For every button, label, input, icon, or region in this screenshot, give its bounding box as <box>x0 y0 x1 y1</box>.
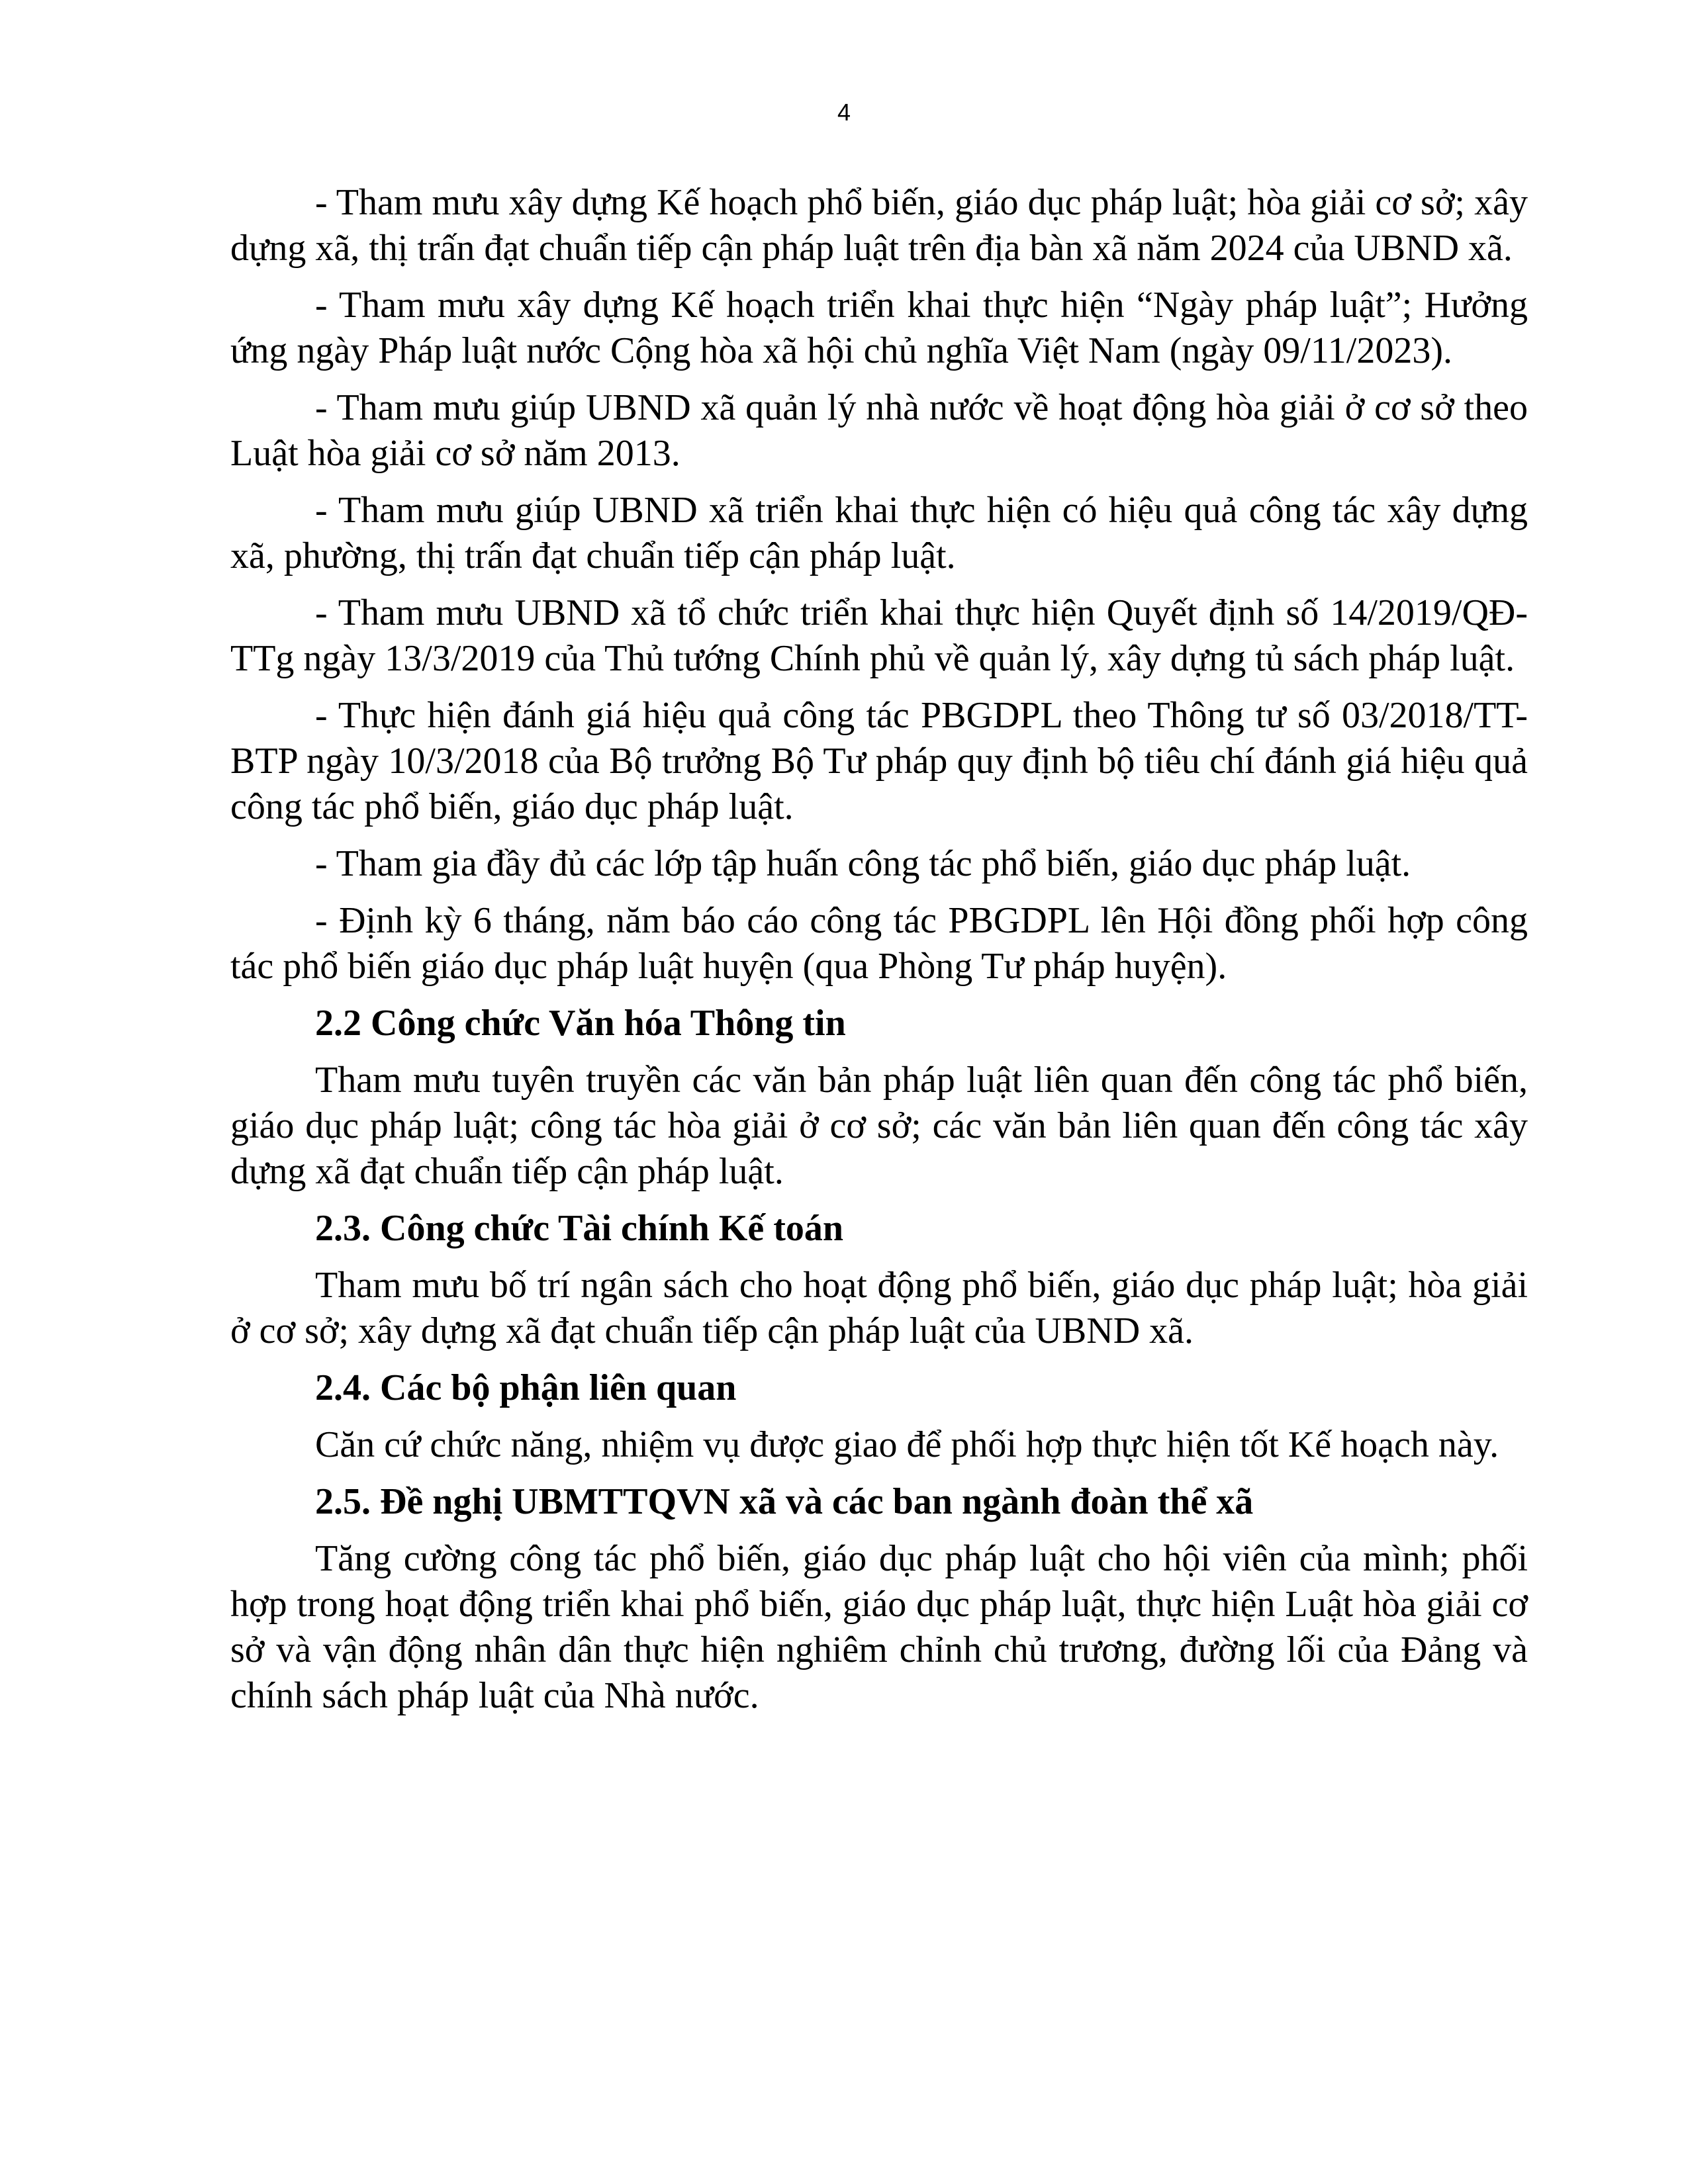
paragraph-related-departments: Căn cứ chức năng, nhiệm vụ được giao để phối hợp thực hiện tốt Kế hoạch này. <box>315 1424 1499 1465</box>
paragraph-front-committee: Tăng cường công tác phổ biến, giáo dục pháp luật cho hội viên của mình; phối hợp trong hoạt động triển khai phổ biến, giáo dục pháp luật, thực hiện Luật hòa giải cơ sở và vận động nhân dân thực hiện nghiêm chỉnh chủ trương, đường lối của Đảng và chính sách pháp luật của Nhà nước. <box>230 1538 1528 1716</box>
document-body <box>230 180 1528 1730</box>
paragraph-law-day-plan: - Tham mưu xây dựng Kế hoạch triển khai thực hiện “Ngày pháp luật”; Hưởng ứng ngày Pháp luật nước Cộng hòa xã hội chủ nghĩa Việt Nam (ngày 09/11/2023). <box>230 285 1528 371</box>
heading-culture-information: 2.2 Công chức Văn hóa Thông tin <box>315 1003 846 1044</box>
heading-front-committee: 2.5. Đề nghị UBMTTQVN xã và các ban ngành đoàn thể xã <box>315 1481 1254 1522</box>
heading-related-departments: 2.4. Các bộ phận liên quan <box>315 1367 737 1408</box>
paragraph-periodic-report: - Định kỳ 6 tháng, năm báo cáo công tác PBGDPL lên Hội đồng phối hợp công tác phổ biến giáo dục pháp luật huyện (qua Phòng Tư pháp huyện). <box>230 900 1528 987</box>
paragraph-law-bookshelf: - Tham mưu UBND xã tổ chức triển khai thực hiện Quyết định số 14/2019/QĐ-TTg ngày 13/3/2019 của Thủ tướng Chính phủ về quản lý, xây dựng tủ sách pháp luật. <box>230 592 1528 679</box>
paragraph-advise-plan: - Tham mưu xây dựng Kế hoạch phổ biến, giáo dục pháp luật; hòa giải cơ sở; xây dựng xã, thị trấn đạt chuẩn tiếp cận pháp luật trên địa bàn xã năm 2024 của UBND xã. <box>230 182 1528 269</box>
paragraph-mediation-management: - Tham mưu giúp UBND xã quản lý nhà nước về hoạt động hòa giải ở cơ sở theo Luật hòa giải cơ sở năm 2013. <box>230 387 1528 474</box>
paragraph-culture-information: Tham mưu tuyên truyền các văn bản pháp luật liên quan đến công tác phổ biến, giáo dục pháp luật; công tác hòa giải ở cơ sở; các văn bản liên quan đến công tác xây dựng xã đạt chuẩn tiếp cận pháp luật. <box>230 1060 1528 1192</box>
paragraph-effectiveness-evaluation: - Thực hiện đánh giá hiệu quả công tác PBGDPL theo Thông tư số 03/2018/TT-BTP ngày 10/3/2018 của Bộ trưởng Bộ Tư pháp quy định bộ tiêu chí đánh giá hiệu quả công tác phổ biến, giáo dục pháp luật. <box>230 695 1528 827</box>
paragraph-access-standard: - Tham mưu giúp UBND xã triển khai thực hiện có hiệu quả công tác xây dựng xã, phường, thị trấn đạt chuẩn tiếp cận pháp luật. <box>230 490 1528 576</box>
paragraph-training: - Tham gia đầy đủ các lớp tập huấn công tác phổ biến, giáo dục pháp luật. <box>315 843 1411 884</box>
page-number: 4 <box>837 99 851 126</box>
heading-finance-accounting: 2.3. Công chức Tài chính Kế toán <box>315 1208 843 1249</box>
paragraph-finance-accounting: Tham mưu bố trí ngân sách cho hoạt động phổ biến, giáo dục pháp luật; hòa giải ở cơ sở; xây dựng xã đạt chuẩn tiếp cận pháp luật của UBND xã. <box>230 1265 1528 1351</box>
